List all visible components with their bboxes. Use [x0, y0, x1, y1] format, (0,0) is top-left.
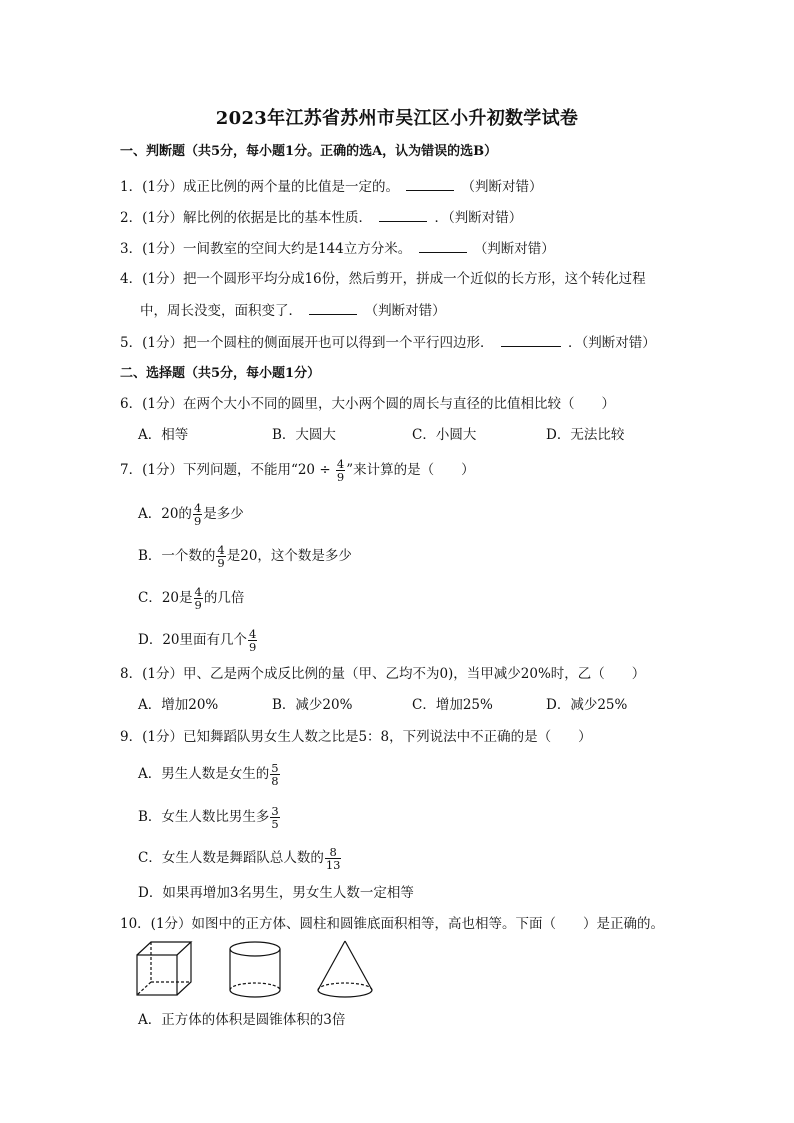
- question-suffix: ．（判断对错）: [434, 210, 523, 226]
- question-10: 10．(1分）如图中的正方体、圆柱和圆锥底面积相等，高也相等。下面（ ）是正确的。: [120, 916, 665, 932]
- question-text: 中，周长没变，面积变了．: [140, 303, 302, 319]
- page-title: 2023年江苏省苏州市吴江区小升初数学试卷: [215, 108, 579, 129]
- fraction: $\frac{8}{13}$: [325, 845, 341, 872]
- q8-option-a[interactable]: A．增加20%: [138, 697, 219, 713]
- cone-figure: [316, 940, 374, 1000]
- q7-option-b[interactable]: B．一个数的 $\frac{4}{9}$ 是20，这个数是多少: [138, 543, 352, 570]
- answer-blank[interactable]: [406, 176, 454, 191]
- fraction: $\frac{4}{9}$: [249, 627, 257, 654]
- question-suffix: （判断对错）: [364, 303, 446, 319]
- q9-option-c[interactable]: C．女生人数是舞蹈队总人数的 $\frac{8}{13}$: [138, 845, 341, 872]
- q9-option-b[interactable]: B．女生人数比男生多 $\frac{3}{5}$: [138, 804, 279, 831]
- q7-option-a[interactable]: A．20的 $\frac{4}{9}$ 是多少: [138, 501, 244, 528]
- q6-option-b[interactable]: B．大圆大: [272, 427, 336, 443]
- fraction: $\frac{4}{9}$: [217, 543, 225, 570]
- question-text: 7．(1分）下列问题，不能用“20 ÷: [120, 462, 335, 478]
- cylinder-figure: [228, 940, 282, 1000]
- fraction: $\frac{4}{9}$: [194, 585, 202, 612]
- q8-option-d[interactable]: D．减少25%: [546, 697, 628, 713]
- answer-blank[interactable]: [379, 207, 427, 222]
- question-text: 1．(1分）成正比例的两个量的比值是一定的。: [120, 179, 399, 195]
- q8-option-c[interactable]: C．增加25%: [412, 697, 493, 713]
- question-3: [120, 238, 555, 259]
- question-4-line2: [140, 300, 446, 321]
- question-9: 9．(1分）已知舞蹈队男女生人数之比是5：8，下列说法中不正确的是（ ）: [120, 729, 592, 745]
- answer-blank[interactable]: [501, 332, 561, 347]
- section-heading-choice: 二、选择题（共5分，每小题1分）: [120, 366, 321, 381]
- question-8: 8．(1分）甲、乙是两个成反比例的量（甲、乙均不为0)，当甲减少20%时，乙（ ）: [120, 666, 646, 682]
- question-5: [120, 332, 656, 353]
- fraction: $\frac{5}{8}$: [271, 761, 279, 788]
- question-text: 3．(1分）一间教室的空间大约是144立方分米。: [120, 241, 412, 257]
- question-2: [120, 207, 522, 228]
- question-text: 5．(1分）把一个圆柱的侧面展开也可以得到一个平行四边形．: [120, 335, 494, 351]
- question-text: 2．(1分）解比例的依据是比的基本性质．: [120, 210, 372, 226]
- q6-option-d[interactable]: D．无法比较: [546, 427, 625, 443]
- question-suffix: （判断对错）: [473, 241, 555, 257]
- question-text-end: ”来计算的是（ ）: [346, 462, 475, 478]
- question-6: 6．(1分）在两个大小不同的圆里，大小两个圆的周长与直径的比值相比较（ ）: [120, 396, 615, 412]
- q7-option-d[interactable]: D．20里面有几个 $\frac{4}{9}$: [138, 627, 257, 654]
- section-heading-judgement: 一、判断题（共5分，每小题1分。正确的选A，认为错误的选B）: [120, 144, 498, 159]
- q10-option-a[interactable]: A．正方体的体积是圆锥体积的3倍: [138, 1012, 346, 1028]
- question-4: 4．(1分）把一个圆形平均分成16份，然后剪开，拼成一个近似的长方形，这个转化过程: [120, 271, 646, 287]
- question-1: [120, 176, 543, 197]
- q9-option-d[interactable]: D．如果再增加3名男生，男女生人数一定相等: [138, 885, 414, 901]
- q6-option-c[interactable]: C．小圆大: [412, 427, 477, 443]
- question-suffix: ．（判断对错）: [568, 335, 656, 351]
- q6-option-a[interactable]: A．相等: [138, 427, 189, 443]
- fraction: $\frac{3}{5}$: [271, 804, 279, 831]
- question-7: [120, 458, 475, 483]
- q9-option-a[interactable]: A．男生人数是女生的 $\frac{5}{8}$: [138, 761, 279, 788]
- q8-option-b[interactable]: B．减少20%: [272, 697, 353, 713]
- answer-blank[interactable]: [419, 238, 467, 253]
- answer-blank[interactable]: [309, 300, 357, 315]
- solids-figure: [132, 940, 372, 1002]
- fraction: $\frac{4}{9}$: [336, 457, 345, 484]
- q7-option-c[interactable]: C．20是 $\frac{4}{9}$ 的几倍: [138, 585, 245, 612]
- fraction: $\frac{4}{9}$: [193, 501, 202, 528]
- cube-figure: [136, 940, 192, 998]
- question-suffix: （判断对错）: [461, 179, 543, 195]
